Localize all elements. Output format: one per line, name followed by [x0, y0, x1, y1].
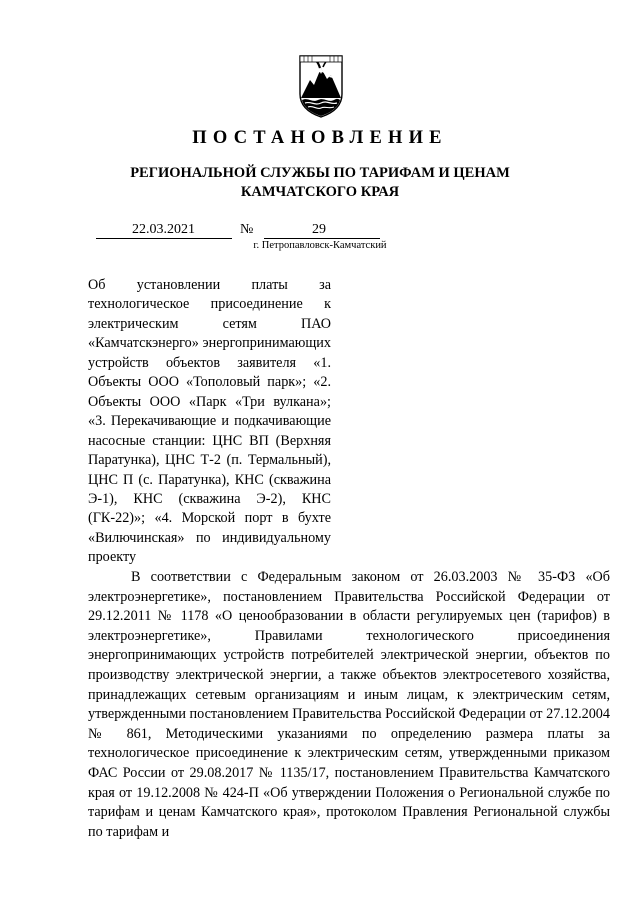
subject-paragraph: Об установлении платы за технологическое присоединение к электрическим сетям ПАО «Камчатскэнерго» энергопринимающих устройств объектов заявителя «1. Объекты ООО «Тополовый парк»; «2. Объекты ООО «Парк «Три вулкана»; «3. Перекачивающие и подкачивающие насосные станции: ЦНС ВП (Верхняя Паратунка), ЦНС Т-2 (п. Термальный), ЦНС П (с. Паратунка), КНС (скважина Э-1), КНС (скважина Э-2), КНС (ГК-22)»; «4. Морской порт в бухте «Вилючинская» по индивидуальному проекту [88, 277, 331, 566]
city-label: г. Петропавловск-Камчатский [253, 240, 387, 251]
number-sign: № [240, 222, 254, 237]
document-title: ПОСТАНОВЛЕНИЕ [192, 128, 448, 148]
number-underline [264, 238, 380, 239]
date-number-row [96, 222, 380, 240]
date-underline [96, 238, 232, 239]
body-paragraph: В соответствии с Федеральным законом от 26.03.2003 № 35-ФЗ «Об электроэнергетике», постановлением Правительства Российской Федерации от 29.12.2011 № 1178 «О ценообразовании в области регулируемых цен (тарифов) в электроэнергетике», Правилами технологического присоединения энергопринимающих устройств потребителей электрической энергии, объектов по производству электрической энергии, а также объектов электросетевого хозяйства, принадлежащих сетевым организациям и иным лицам, к электрическим сетям, утвержденными постановлением Правительства Российской Федерации от 27.12.2004 № 861, Методическими указаниями по определению размера платы за технологическое присоединение к электрическим сетям, утвержденными приказом ФАС России от 29.08.2017 № 1135/17, постановлением Правительства Камчатского края от 19.12.2008 № 424-П «Об утверждении Положения о Региональной службе по тарифам и ценам Камчатского края», протоколом Правления Региональной службы по тарифам и [88, 569, 610, 840]
document-date: 22.03.2021 [132, 222, 195, 237]
document-number: 29 [312, 222, 326, 237]
kamchatka-coat-of-arms-icon [296, 54, 346, 118]
issuer-name: РЕГИОНАЛЬНОЙ СЛУЖБЫ ПО ТАРИФАМ И ЦЕНАМ КАМЧАТСКОГО КРАЯ [130, 165, 510, 200]
